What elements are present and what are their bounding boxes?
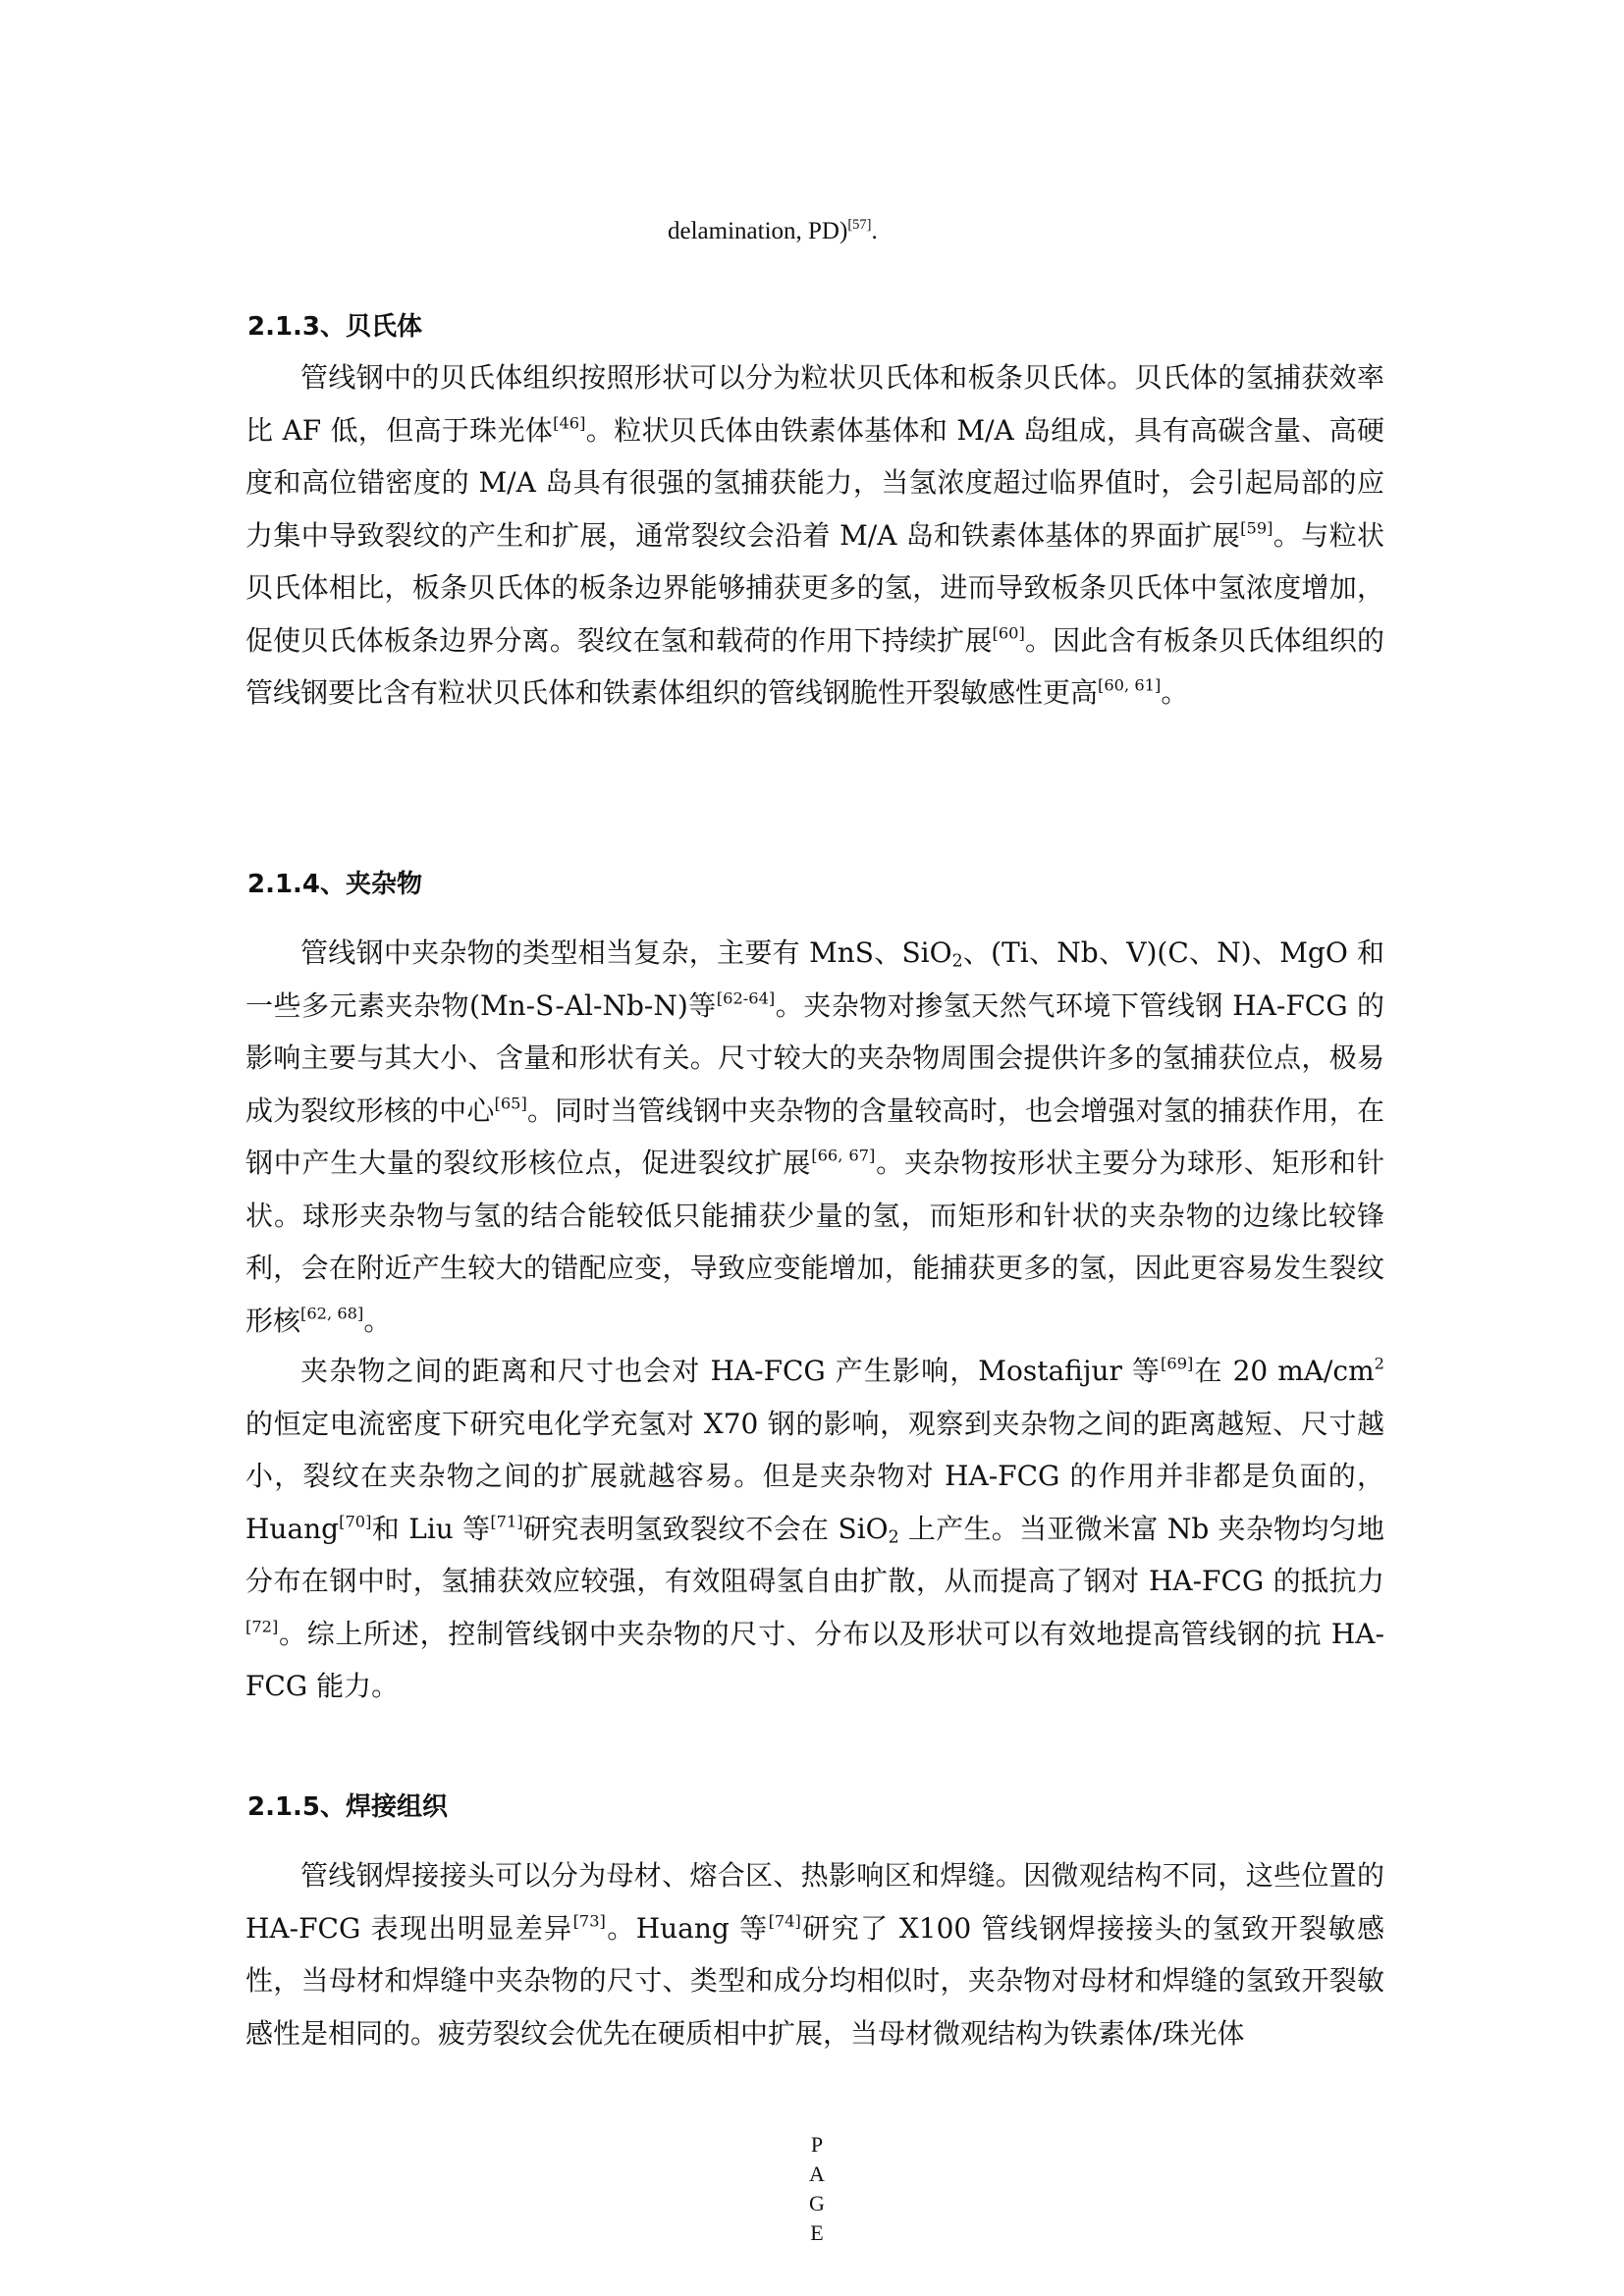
citation: [57] — [847, 216, 872, 233]
footer-letter: A — [809, 2162, 825, 2186]
carryover-line: delamination, PD)[57]. — [668, 216, 878, 244]
paragraph-inclusion-types: 管线钢中夹杂物的类型相当复杂，主要有 MnS、SiO$_2$、(Ti、Nb、V)(C、N)、MgO 和一些多元素夹杂物(Mn-S-Al-Nb-N)等[62-64]。夹杂物对掺氢天然气环境下管线钢 HA-FCG 的影响主要与其大小、含量和形状有关。尺寸较大的夹杂物周围会提供许多的氢捕获位点，极易成为裂纹形核的中心[65]。同时当管线钢中夹杂物的含量较高时，也会增强对氢的捕获作用，在钢中产生大量的裂纹形核位点，促进裂纹扩展[66, 67]。夹杂物按形状主要分为球形、矩形和针状。球形夹杂物与氢的结合能较低只能捕获少量的氢，而矩形和针状的夹杂物的边缘比较锋利，会在附近产生较大的错配应变，导致应变能增加，能捕获更多的氢，因此更容易发生裂纹形核[62, 68]。 — [245, 936, 1385, 1337]
citation: [73] — [572, 1911, 606, 1931]
citation: [69] — [1161, 1354, 1194, 1373]
citation: [62-64] — [716, 988, 776, 1008]
paragraph-inclusion-spacing: 夹杂物之间的距离和尺寸也会对 HA-FCG 产生影响，Mostafijur 等[69]在 20 $mA/cm^2$ 的恒定电流密度下研究电化学充氢对 X70 钢的影响，观察到夹杂物之间的距离越短、尺寸越小，裂纹在夹杂物之间的扩展就越容易。但是夹杂物对 HA-FCG 的作用并非都是负面的，Huang[70]和 Liu 等[71]研究表明氢致裂纹不会在 SiO$_2$ 上产生。当亚微米富 Nb 夹杂物均匀地分布在钢中时，氢捕获效应较强，有效阻碍氢自由扩散，从而提高了钢对 HA-FCG 的抵抗力[72]。综上所述，控制管线钢中夹杂物的尺寸、分布以及形状可以有效地提高管线钢的抗 HA-FCG 能力。 — [245, 1354, 1385, 1702]
citation: [65] — [494, 1094, 527, 1113]
citation: [66, 67] — [811, 1146, 876, 1165]
footer-letter: P — [810, 2132, 824, 2157]
citation: [59] — [1240, 518, 1273, 538]
citation: [74] — [768, 1911, 801, 1931]
citation: [72] — [245, 1617, 279, 1636]
section-heading-2-1-3: 2.1.3、贝氏体 — [247, 312, 423, 342]
citation: [62, 68] — [300, 1304, 364, 1323]
citation: [46] — [553, 413, 586, 433]
citation: [60, 61] — [1098, 675, 1162, 695]
page-footer — [807, 2130, 827, 2248]
section-heading-2-1-4: 2.1.4、夹杂物 — [247, 870, 423, 899]
section-heading-2-1-5: 2.1.5、焊接组织 — [247, 1792, 449, 1822]
paragraph-bainite: 管线钢中的贝氏体组织按照形状可以分为粒状贝氏体和板条贝氏体。贝氏体的氢捕获效率比 AF 低，但高于珠光体[46]。粒状贝氏体由铁素体基体和 M/A 岛组成，具有高碳含量、高硬度和高位错密度的 M/A 岛具有很强的氢捕获能力，当氢浓度超过临界值时，会引起局部的应力集中导致裂纹的产生和扩展，通常裂纹会沿着 M/A 岛和铁素体基体的界面扩展[59]。与粒状贝氏体相比，板条贝氏体的板条边界能够捕获更多的氢，进而导致板条贝氏体中氢浓度增加，促使贝氏体板条边界分离。裂纹在氢和载荷的作用下持续扩展[60]。因此含有板条贝氏体组织的管线钢要比含有粒状贝氏体和铁素体组织的管线钢脆性开裂敏感性更高[60, 61]。 — [245, 361, 1384, 709]
citation: [70] — [339, 1512, 372, 1531]
footer-letter: E — [810, 2220, 824, 2245]
footer-letter: G — [809, 2191, 825, 2216]
citation: [60] — [992, 623, 1025, 643]
citation: [71] — [490, 1512, 523, 1531]
paragraph-weld-structure: 管线钢焊接接头可以分为母材、熔合区、热影响区和焊缝。因微观结构不同，这些位置的 HA-FCG 表现出明显差异[73]。Huang 等[74]研究了 X100 管线钢焊接接头的氢致开裂敏感性，当母材和焊缝中夹杂物的尺寸、类型和成分均相似时，夹杂物对母材和焊缝的氢致开裂敏感性是相同的。疲劳裂纹会优先在硬质相中扩展，当母材微观结构为铁素体/珠光体 — [245, 1859, 1384, 2050]
